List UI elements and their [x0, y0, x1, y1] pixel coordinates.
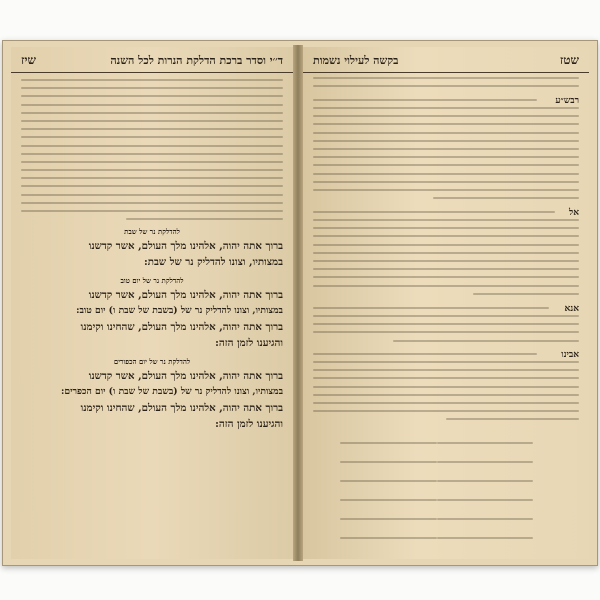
paragraph-4 [303, 349, 589, 433]
left-page-header [11, 47, 293, 73]
blessing-shabbat-line-2: במצותיו, וצונו להדליק נר של שבת: [144, 256, 283, 268]
right-page-number: שטז [559, 53, 579, 67]
blessing-shehecheyanu-2-line-1: ברוך אתה יהוה, אלהינו מלך העולם, שהחינו וקימנו [80, 402, 283, 414]
caption-shabbat: להדלקת נר של שבת [124, 227, 180, 236]
blessing-yomkippur-line-1: ברוך אתה יהוה, אלהינו מלך העולם, אשר קדשנו [88, 370, 283, 382]
left-page [11, 47, 293, 559]
lead-word-3: אנא [564, 304, 579, 314]
paragraph-2 [303, 207, 589, 303]
right-page [303, 47, 589, 559]
open-book [2, 40, 598, 566]
right-page-header [303, 47, 589, 73]
left-header-title: ד׳׳י וסדר ברכת הדלקת הנרות לכל השנה [110, 54, 283, 67]
blessing-yomtov-line-1: ברוך אתה יהוה, אלהינו מלך העולם, אשר קדשנו [88, 289, 283, 301]
blessings-section [11, 227, 293, 432]
lead-word-1: רבש״ע [555, 96, 579, 106]
blessing-shehecheyanu-1-line-2: והגיענו לזמן הזה: [215, 337, 283, 349]
blessing-shehecheyanu-1-line-1: ברוך אתה יהוה, אלהינו מלך העולם, שהחינו וקימנו [80, 321, 283, 333]
poem-block [303, 433, 589, 503]
book-gutter [293, 45, 303, 561]
blessing-shabbat-line-1: ברוך אתה יהוה, אלהינו מלך העולם, אשר קדשנו [88, 240, 283, 252]
blessing-yomtov-line-2: במצותיו, וצונו להדליק נר של (בשבת של שבת ו) יום טוב: [76, 305, 283, 316]
blessing-yomkippur-line-2: במצותיו, וצונו להדליק נר של (בשבת של שבת ו) יום הכפרים: [60, 386, 283, 397]
lead-word-4: אבינו [561, 350, 579, 360]
left-page-number: שיז [21, 53, 36, 67]
left-intro-text-block [11, 73, 293, 221]
paragraph-1 [303, 95, 589, 207]
paragraph-3 [303, 303, 589, 349]
caption-yomkippur: להדלקת נר של יום הכפורים [113, 357, 191, 366]
lead-word-2: אל [569, 208, 579, 218]
right-header-title: בקשה לעילוי נשמות [313, 54, 399, 67]
caption-yomtov: להדלקת נר של יום טוב [120, 276, 184, 285]
right-intro-note [303, 73, 589, 95]
blessing-shehecheyanu-2-line-2: והגיענו לזמן הזה: [215, 418, 283, 430]
